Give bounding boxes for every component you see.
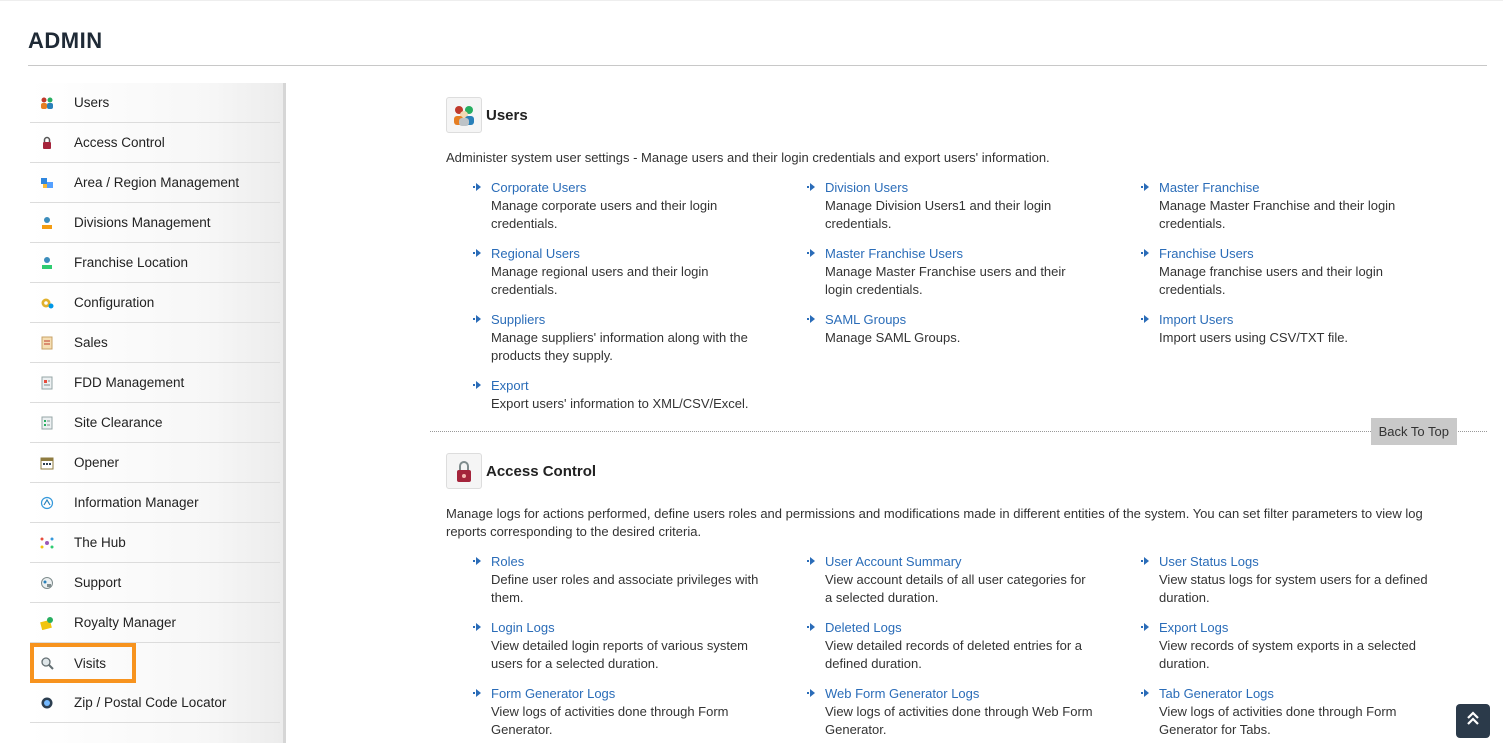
user-status-logs-link[interactable]: User Status Logs [1159, 554, 1259, 569]
double-chevron-up-icon [1465, 710, 1481, 731]
hub-icon [39, 535, 55, 551]
suppliers-link[interactable]: Suppliers [491, 312, 546, 327]
access-control-section-description: Manage logs for actions performed, define users roles and permissions and modifications made in different entities of the system. You can set filter parameters to view log reports corresponding to the desired criteria. [446, 506, 1423, 539]
bullet-arrow-icon [1144, 249, 1149, 257]
sidebar-item-users[interactable] [30, 83, 280, 123]
back-to-top-button[interactable]: Back To Top [1371, 418, 1457, 445]
gear-icon [39, 295, 55, 311]
sidebar-item-access-control[interactable] [30, 123, 280, 163]
sidebar-item-label: Opener [74, 455, 120, 470]
bullet-arrow-icon [476, 381, 481, 389]
link-description: View detailed login reports of various system users for a selected duration. [491, 638, 748, 671]
location-icon [39, 255, 55, 271]
deleted-logs-link[interactable]: Deleted Logs [825, 620, 902, 635]
map-icon [39, 175, 55, 191]
export-logs-link[interactable]: Export Logs [1159, 620, 1229, 635]
bullet-arrow-icon [1144, 689, 1149, 697]
user-account-summary-link[interactable]: User Account Summary [825, 554, 962, 569]
users-section-description: Administer system user settings - Manage users and their login credentials and export users' information. [446, 150, 1050, 165]
sidebar-item-label: Franchise Location [74, 255, 189, 270]
list-item [1144, 311, 1478, 365]
list-item [1144, 685, 1478, 739]
bullet-arrow-icon [810, 315, 815, 323]
saml-groups-link[interactable]: SAML Groups [825, 312, 907, 327]
bullet-arrow-icon [476, 557, 481, 565]
list-item [476, 311, 810, 365]
list-item [476, 685, 810, 739]
franchise-users-link[interactable]: Franchise Users [1159, 246, 1254, 261]
link-description: Import users using CSV/TXT file. [1159, 330, 1349, 345]
link-description: Manage corporate users and their login credentials. [491, 198, 718, 231]
list-item [810, 245, 1144, 299]
tab-generator-logs-link[interactable]: Tab Generator Logs [1159, 686, 1274, 701]
list-item [1144, 619, 1478, 673]
master-franchise-link[interactable]: Master Franchise [1159, 180, 1260, 195]
lock-icon [39, 135, 55, 151]
link-description: Export users' information to XML/CSV/Excel. [491, 396, 749, 411]
list-item [810, 553, 1144, 607]
link-description: Manage Master Franchise users and their login credentials. [825, 264, 1066, 297]
link-description: View status logs for system users for a defined duration. [1159, 572, 1428, 605]
sidebar-item-royalty-manager[interactable] [30, 603, 280, 643]
link-description: Manage Division Users1 and their login credentials. [825, 198, 1052, 231]
sidebar-item-label: Sales [74, 335, 108, 350]
calendar-icon [39, 455, 55, 471]
bullet-arrow-icon [476, 249, 481, 257]
admin-sidebar [30, 83, 286, 743]
bullet-arrow-icon [810, 623, 815, 631]
bullet-arrow-icon [476, 183, 481, 191]
list-item [810, 685, 1144, 739]
web-form-generator-logs-link[interactable]: Web Form Generator Logs [825, 686, 980, 701]
info-icon [39, 495, 55, 511]
link-description: Manage regional users and their login credentials. [491, 264, 709, 297]
export-link[interactable]: Export [491, 378, 529, 393]
sidebar-item-area-region[interactable] [30, 163, 280, 203]
bullet-arrow-icon [810, 689, 815, 697]
link-description: View logs of activities done through Web Form Generator. [825, 704, 1093, 737]
section-divider [430, 424, 1487, 439]
sidebar-item-label: Support [74, 575, 122, 590]
sidebar-item-opener[interactable] [30, 443, 280, 483]
link-description: Define user roles and associate privileges with them. [491, 572, 759, 605]
login-logs-link[interactable]: Login Logs [491, 620, 555, 635]
link-description: View account details of all user categories for a selected duration. [825, 572, 1086, 605]
link-description: Manage SAML Groups. [825, 330, 961, 345]
corporate-users-link[interactable]: Corporate Users [491, 180, 587, 195]
sidebar-item-information-manager[interactable] [30, 483, 280, 523]
sidebar-item-label: Site Clearance [74, 415, 163, 430]
sidebar-item-label: Information Manager [74, 495, 199, 510]
bullet-arrow-icon [476, 315, 481, 323]
division-users-link[interactable]: Division Users [825, 180, 909, 195]
sidebar-item-divisions[interactable] [30, 203, 280, 243]
document-icon [39, 375, 55, 391]
form-generator-logs-link[interactable]: Form Generator Logs [491, 686, 616, 701]
sidebar-item-zip-locator[interactable] [30, 683, 280, 723]
bullet-arrow-icon [1144, 183, 1149, 191]
page-title: ADMIN [28, 28, 103, 53]
list-item [1144, 245, 1478, 299]
sales-icon [39, 335, 55, 351]
sidebar-item-franchise-location[interactable] [30, 243, 280, 283]
import-users-link[interactable]: Import Users [1159, 312, 1234, 327]
support-icon [39, 575, 55, 591]
sidebar-item-visits[interactable] [32, 645, 134, 681]
master-franchise-users-link[interactable]: Master Franchise Users [825, 246, 963, 261]
sidebar-item-label: Divisions Management [74, 215, 211, 230]
regional-users-link[interactable]: Regional Users [491, 246, 580, 261]
users-icon [39, 95, 55, 111]
sidebar-item-label: The Hub [74, 535, 126, 550]
roles-link[interactable]: Roles [491, 554, 525, 569]
bullet-arrow-icon [1144, 623, 1149, 631]
list-item [810, 619, 1144, 673]
main-content [430, 95, 1490, 739]
title-divider [28, 65, 1487, 66]
list-item [476, 179, 810, 233]
sidebar-item-label: Zip / Postal Code Locator [74, 695, 227, 710]
lock-icon [446, 453, 482, 489]
top-border [0, 0, 1503, 1]
royalty-icon [39, 615, 55, 631]
list-item [476, 619, 810, 673]
sidebar-item-site-clearance[interactable] [30, 403, 280, 443]
link-description: Manage franchise users and their login credentials. [1159, 264, 1384, 297]
sidebar-item-label: Visits [74, 655, 107, 671]
bullet-arrow-icon [810, 183, 815, 191]
list-item [476, 553, 810, 607]
sidebar-item-sales[interactable] [30, 323, 280, 363]
link-description: Manage Master Franchise and their login credentials. [1159, 198, 1396, 231]
access-control-links-grid [476, 553, 1490, 739]
bullet-arrow-icon [476, 623, 481, 631]
sidebar-item-label: Royalty Manager [74, 615, 177, 630]
sidebar-item-label: Access Control [74, 135, 165, 150]
link-description: Manage suppliers' information along with the products they supply. [491, 330, 748, 363]
list-item [476, 377, 810, 413]
list-item [1144, 553, 1478, 607]
list-item [810, 311, 1144, 365]
link-description: View detailed records of deleted entries for a defined duration. [825, 638, 1083, 671]
link-description: View records of system exports in a selected duration. [1159, 638, 1416, 671]
sidebar-item-label: Users [74, 95, 110, 110]
list-item [810, 179, 1144, 233]
bullet-arrow-icon [1144, 315, 1149, 323]
bullet-arrow-icon [1144, 557, 1149, 565]
access-control-section-header [446, 451, 1490, 491]
sidebar-item-label: FDD Management [74, 375, 185, 390]
sidebar-item-support[interactable] [30, 563, 280, 603]
bullet-arrow-icon [810, 557, 815, 565]
sidebar-item-fdd-management[interactable] [30, 363, 280, 403]
sidebar-item-label: Area / Region Management [74, 175, 240, 190]
link-description: View logs of activities done through Form Generator. [491, 704, 729, 737]
users-section-header [446, 95, 1490, 135]
access-control-section-title: Access Control [486, 462, 597, 480]
sidebar-item-label: Configuration [74, 295, 155, 310]
globe-icon [39, 695, 55, 711]
clipboard-icon [39, 415, 55, 431]
bullet-arrow-icon [476, 689, 481, 697]
list-item [476, 245, 810, 299]
sidebar-item-the-hub[interactable] [30, 523, 280, 563]
sidebar-item-configuration[interactable] [30, 283, 280, 323]
scroll-to-top-button[interactable] [1456, 704, 1490, 738]
magnifier-icon [39, 655, 55, 671]
users-icon [446, 97, 482, 133]
list-item [1144, 179, 1478, 233]
bullet-arrow-icon [810, 249, 815, 257]
users-section-title: Users [486, 106, 528, 124]
division-icon [39, 215, 55, 231]
users-links-grid [476, 179, 1490, 413]
link-description: View logs of activities done through Form Generator for Tabs. [1159, 704, 1397, 737]
